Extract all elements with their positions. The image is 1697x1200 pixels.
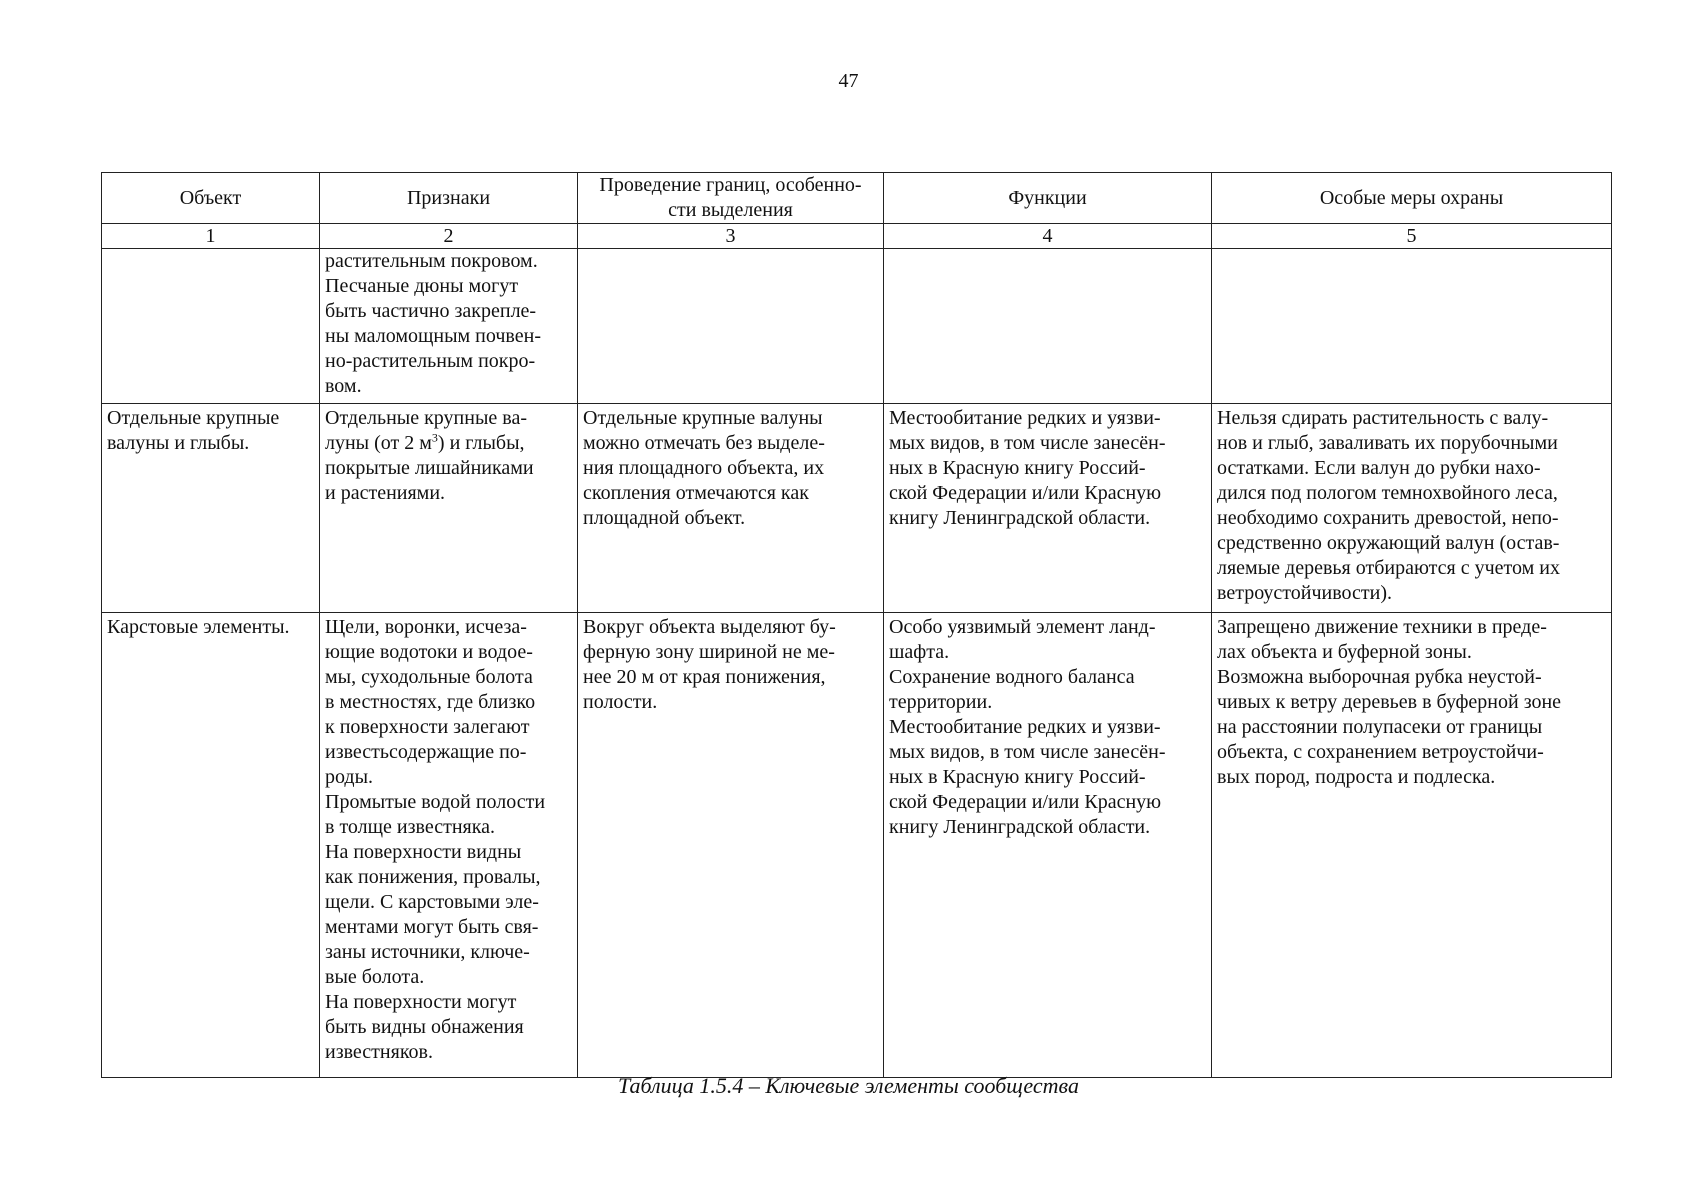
- text-line: растительным покровом.: [325, 250, 538, 272]
- text-line: Карстовые элементы.: [107, 616, 290, 638]
- text-line: Местообитание редких и уязви-: [889, 407, 1161, 429]
- text-line: ляемые деревья отбираются с учетом их: [1217, 557, 1560, 579]
- text-line: нее 20 м от края понижения,: [583, 666, 826, 688]
- text-line: роды.: [325, 766, 374, 788]
- header-boundaries-line: Проведение границ, особенно-: [599, 174, 862, 196]
- cell-measures: [1212, 404, 1612, 613]
- column-number: 2: [320, 224, 578, 249]
- text-line: Щели, воронки, исчеза-: [325, 616, 527, 638]
- text-line: ветроустойчивости).: [1217, 582, 1393, 604]
- text-line: быть видны обнажения: [325, 1016, 524, 1038]
- text-line: вом.: [325, 375, 362, 397]
- text-line: известняков.: [325, 1041, 433, 1063]
- column-number: 3: [578, 224, 884, 249]
- header-boundaries: [578, 173, 884, 224]
- text-line: вых пород, подроста и подлеска.: [1217, 766, 1496, 788]
- text-line: На поверхности могут: [325, 991, 517, 1013]
- text-line: ской Федерации и/или Красную: [889, 482, 1162, 504]
- cell-boundaries: [578, 404, 884, 613]
- text-line: ющие водотоки и водое-: [325, 641, 533, 663]
- text-line: мых видов, в том числе занесён-: [889, 741, 1166, 763]
- cell-functions: [884, 249, 1212, 404]
- table-row: [102, 613, 1612, 1078]
- text-fragment: луны (от 2 м: [325, 432, 432, 454]
- header-signs: Признаки: [320, 173, 578, 224]
- text-line: ния площадного объекта, их: [583, 457, 825, 479]
- table-row: [102, 404, 1612, 613]
- column-number-row: [102, 224, 1612, 249]
- text-line: территории.: [889, 691, 993, 713]
- text-line: На поверхности видны: [325, 841, 522, 863]
- text-line: но-растительным покро-: [325, 350, 536, 372]
- text-line: Местообитание редких и уязви-: [889, 716, 1161, 738]
- text-line: Отдельные крупные ва-: [325, 407, 527, 429]
- text-line: ных в Красную книгу Россий-: [889, 457, 1146, 479]
- column-number: 4: [884, 224, 1212, 249]
- text-line: можно отмечать без выделе-: [583, 432, 825, 454]
- text-line: книгу Ленинградской области.: [889, 507, 1151, 529]
- header-functions: Функции: [884, 173, 1212, 224]
- text-line: остатками. Если валун до рубки нахо-: [1217, 457, 1541, 479]
- text-line: на расстоянии полупасеки от границы: [1217, 716, 1543, 738]
- text-line: Нельзя сдирать растительность с валу-: [1217, 407, 1549, 429]
- text-line: Сохранение водного баланса: [889, 666, 1135, 688]
- text-line: Промытые водой полости: [325, 791, 546, 813]
- text-line: нов и глыб, заваливать их порубочными: [1217, 432, 1558, 454]
- text-line: средственно окружающий валун (остав-: [1217, 532, 1560, 554]
- text-line: Вокруг объекта выделяют бу-: [583, 616, 836, 638]
- text-fragment: ) и глыбы,: [437, 432, 525, 454]
- text-line: скопления отмечаются как: [583, 482, 809, 504]
- text-line: ферную зону шириной не ме-: [583, 641, 835, 663]
- cell-object: [102, 404, 320, 613]
- page-number: 47: [838, 70, 859, 92]
- text-line: как понижения, провалы,: [325, 866, 541, 888]
- cell-measures: [1212, 613, 1612, 1078]
- cell-signs: [320, 613, 578, 1078]
- text-line: площадной объект.: [583, 507, 746, 529]
- superscript: 3: [431, 430, 438, 445]
- text-line: дился под пологом темнохвойного леса,: [1217, 482, 1558, 504]
- text-line: и растениями.: [325, 482, 446, 504]
- text-line: Особо уязвимый элемент ланд-: [889, 616, 1156, 638]
- column-number: 1: [102, 224, 320, 249]
- text-line: книгу Ленинградской области.: [889, 816, 1151, 838]
- text-line: мых видов, в том числе занесён-: [889, 432, 1166, 454]
- table-row: [102, 249, 1612, 404]
- cell-object: [102, 249, 320, 404]
- text-line: заны источники, ключе-: [325, 941, 530, 963]
- cell-boundaries: [578, 249, 884, 404]
- text-line: щели. С карстовыми эле-: [325, 891, 539, 913]
- cell-functions: [884, 404, 1212, 613]
- text-line: полости.: [583, 691, 658, 713]
- key-elements-table: [101, 172, 1612, 1078]
- text-line: Возможна выборочная рубка неустой-: [1217, 666, 1542, 688]
- text-line: Песчаные дюны могут: [325, 275, 519, 297]
- text-line: в толще известняка.: [325, 816, 496, 838]
- text-line: чивых к ветру деревьев в буферной зоне: [1217, 691, 1562, 713]
- text-line: ской Федерации и/или Красную: [889, 791, 1162, 813]
- cell-signs: [320, 404, 578, 613]
- header-object: Объект: [102, 173, 320, 224]
- text-line: объекта, с сохранением ветроустойчи-: [1217, 741, 1544, 763]
- cell-functions: [884, 613, 1212, 1078]
- text-line: в местностях, где близко: [325, 691, 536, 713]
- text-line: ных в Красную книгу Россий-: [889, 766, 1146, 788]
- cell-signs: [320, 249, 578, 404]
- text-line: к поверхности залегают: [325, 716, 530, 738]
- text-line: необходимо сохранить древостой, непо-: [1217, 507, 1559, 529]
- table-caption: Таблица 1.5.4 – Ключевые элементы сообщества: [618, 1073, 1079, 1098]
- text-line: мы, суходольные болота: [325, 666, 533, 688]
- text-line: покрытые лишайниками: [325, 457, 534, 479]
- text-line: известьсодержащие по-: [325, 741, 527, 763]
- text-line: ны маломощным почвен-: [325, 325, 541, 347]
- text-line: лах объекта и буферной зоны.: [1217, 641, 1472, 663]
- text-line: ментами могут быть свя-: [325, 916, 539, 938]
- text-line: Запрещено движение техники в преде-: [1217, 616, 1547, 638]
- text-line: [325, 431, 572, 456]
- text-line: вые болота.: [325, 966, 425, 988]
- text-line: валуны и глыбы.: [107, 432, 250, 454]
- column-number: 5: [1212, 224, 1612, 249]
- header-measures: Особые меры охраны: [1212, 173, 1612, 224]
- cell-object: [102, 613, 320, 1078]
- text-line: Отдельные крупные валуны: [583, 407, 823, 429]
- cell-boundaries: [578, 613, 884, 1078]
- text-line: шафта.: [889, 641, 950, 663]
- text-line: Отдельные крупные: [107, 407, 280, 429]
- cell-measures: [1212, 249, 1612, 404]
- header-boundaries-line: сти выделения: [668, 199, 793, 221]
- text-line: быть частично закрепле-: [325, 300, 537, 322]
- header-row: [102, 173, 1612, 224]
